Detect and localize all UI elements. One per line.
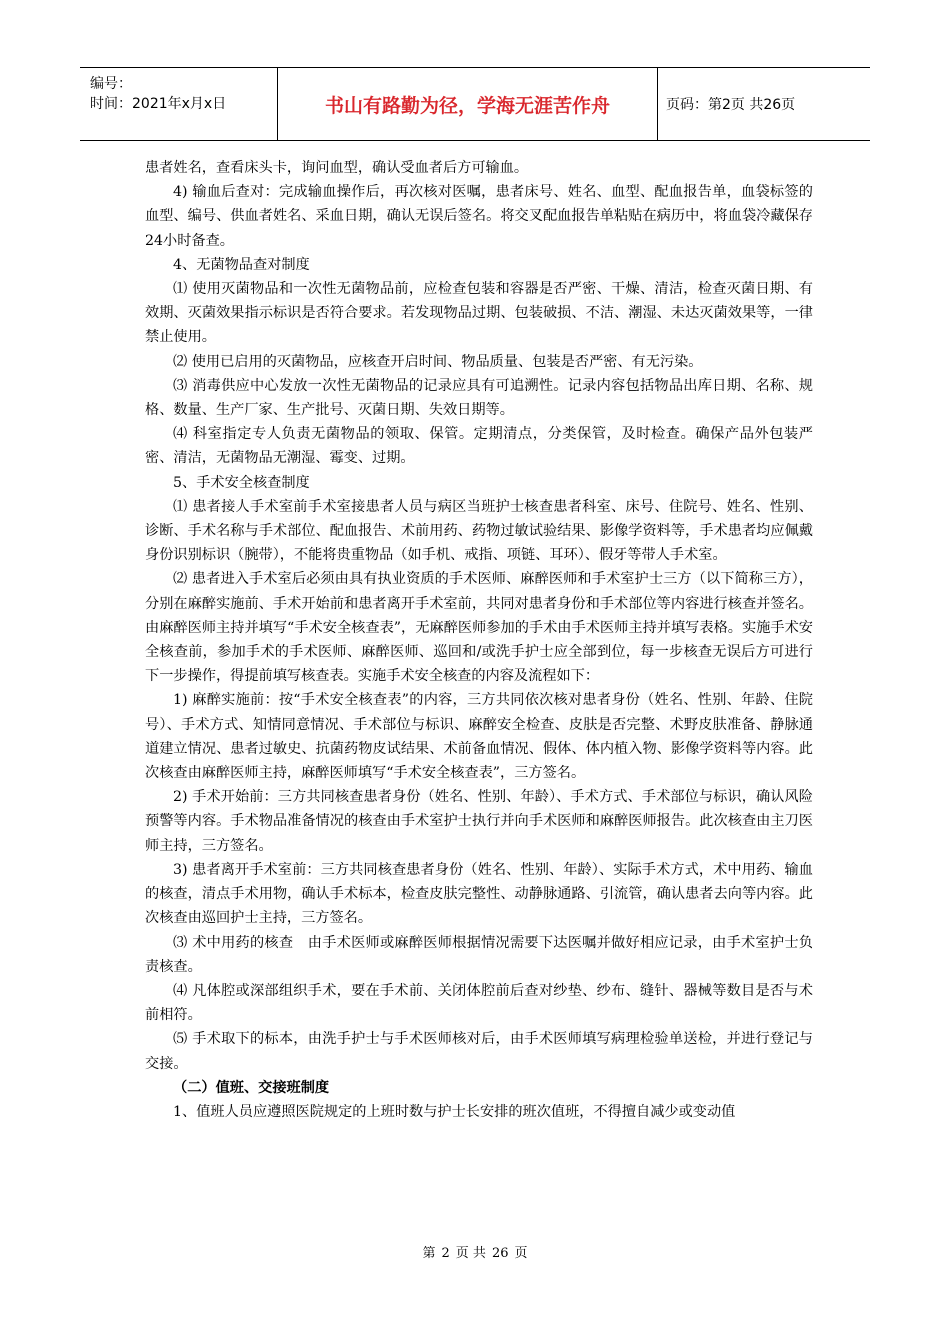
header-motto: 书山有路勤为径，学海无涯苦作舟 [278,68,658,140]
footer-mid: 页 共 [455,1246,486,1261]
paragraph: 4、无菌物品查对制度 [173,256,310,273]
paragraph: 患者姓名，查看床头卡，询问血型，确认受血者后方可输血。 [145,160,529,176]
header-meta [80,68,278,140]
paragraph: ⑵ 患者进入手术室后必须由具有执业资质的手术医师、麻醉医师和手术室护士三方（以下简称三方），分别在麻醉实施前、手术开始前和患者离开手术室前，共同对患者身份和手术部位等内容进行核查并签名。由麻醉医师主持并填写“手术安全核查表”，无麻醉医师参加的手术由手术医师主持并填写表格。实施手术安全核查前，参加手术的手术医师、麻醉医师、巡回和/或洗手护士应全部到位，每一步核查无误后方可进行下一步操作，得提前填写核查表。实施手术安全核查的内容及流程如下： [145,571,813,685]
paragraph: ⑴ 使用灭菌物品和一次性无菌物品前，应检查包装和容器是否严密、干燥、清洁，检查灭菌日期、有效期、灭菌效果指示标识是否符合要求。若发现物品过期、包装破损、不洁、潮湿、未达灭菌效果等，一律禁止使用。 [145,281,813,346]
paragraph: ⑶ 术中用药的核查 由手术医师或麻醉医师根据情况需要下达医嘱并做好相应记录，由手术室护士负责核查。 [145,934,813,975]
footer-prefix: 第 [422,1246,436,1261]
paragraph: 1) 麻醉实施前：按“手术安全核查表”的内容，三方共同依次核对患者身份（姓名、性别、年龄、住院号）、手术方式、知情同意情况、手术部位与标识、麻醉安全检查、皮肤是否完整、术野皮肤准备、静脉通道建立情况、患者过敏史、抗菌药物皮试结果、术前备血情况、假体、体内植入物、影像学资料等内容。此次核查由麻醉医师主持，麻醉医师填写“手术安全核查表”，三方签名。 [145,692,813,782]
paragraph: ⑶ 消毒供应中心发放一次性无菌物品的记录应具有可追溯性。记录内容包括物品出库日期、名称、规格、数量、生产厂家、生产批号、灭菌日期、失效日期等。 [145,377,813,419]
document-body [145,156,813,1124]
page-footer [0,1242,950,1261]
paragraph: ⑷ 凡体腔或深部组织手术，要在手术前、关闭体腔前后查对纱垫、纱布、缝针、器械等数目是否与术前相符。 [145,982,813,1024]
paragraph: 2) 手术开始前：三方共同核查患者身份（姓名、性别、年龄）、手术方式、手术部位与标识，确认风险预警等内容。手术物品准备情况的核查由手术室护士执行并向手术医师和麻醉医师报告。此次核查由主刀医师主持，三方签名。 [145,789,813,854]
paragraph: 5、手术安全核查制度 [173,474,310,491]
paragraph: ⑷ 科室指定专人负责无菌物品的领取、保管。定期清点，分类保管，及时检查。确保产品外包装严密、清洁，无菌物品无潮湿、霉变、过期。 [145,426,813,467]
page-header [80,67,870,141]
footer-suffix: 页 [514,1246,528,1261]
paragraph: ⑸ 手术取下的标本，由洗手护士与手术医师核对后，由手术医师填写病理检验单送检，并进行登记与交接。 [145,1031,813,1072]
document-time: 时间：2021年x月x日 [90,96,227,112]
paragraph: ⑵ 使用已启用的灭菌物品，应核查开启时间、物品质量、包装是否严密、有无污染。 [173,353,703,370]
paragraph: 4) 输血后查对：完成输血操作后，再次核对医嘱，患者床号、姓名、血型、配血报告单，血袋标签的血型、编号、供血者姓名、采血日期，确认无误后签名。将交叉配血报告单粘贴在病历中，将血袋冷藏保存24小时备查。 [145,184,813,249]
header-page-info: 页码：第2页 共26页 [666,97,796,113]
paragraph: 3) 患者离开手术室前：三方共同核查患者身份（姓名、性别、年龄）、实际手术方式，术中用药、输血的核查，清点手术用物，确认手术标本，检查皮肤完整性、动静脉通路、引流管，确认患者去向等内容。此次核查由巡回护士主持，三方签名。 [145,861,813,927]
document-number: 编号： [90,76,132,92]
paragraph: 1、值班人员应遵照医院规定的上班时数与护士长安排的班次值班，不得擅自减少或变动值 [173,1103,736,1120]
paragraph: ⑴ 患者接人手术室前手术室接患者人员与病区当班护士核查患者科室、床号、住院号、姓名、性别、诊断、手术名称与手术部位、配血报告、术前用药、药物过敏试验结果、影像学资料等，手术患者均应佩戴身份识别标识（腕带），不能将贵重物品（如手机、戒指、项链、耳环）、假牙等带人手术室。 [145,498,813,564]
footer-total-pages: 26 [491,1246,509,1261]
section-heading: （二）值班、交接班制度 [173,1079,330,1096]
footer-page-number: 2 [441,1246,450,1261]
